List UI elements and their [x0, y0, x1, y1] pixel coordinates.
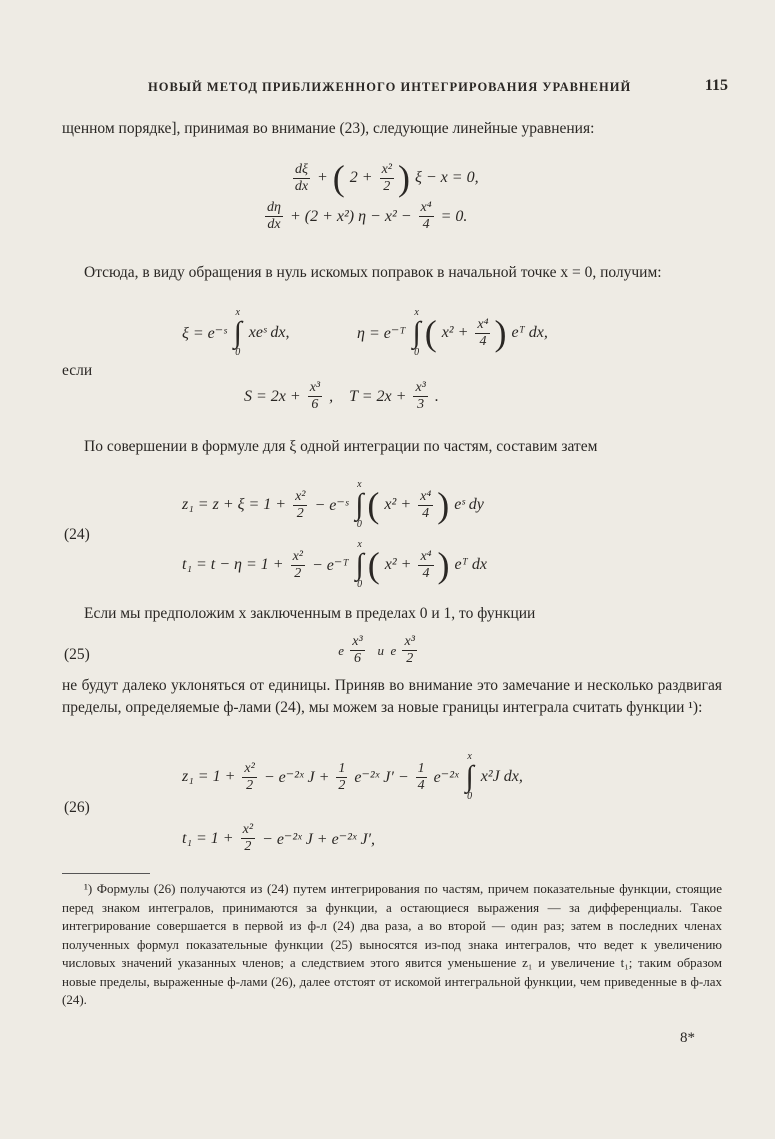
math-term: xeˢ dx, [244, 324, 294, 341]
paragraph-text: щенном порядке], принимая во внимание (23), следующие линейные уравнения: [62, 120, 595, 137]
paragraph [62, 603, 722, 625]
parenthesis: ) [398, 158, 411, 198]
numerator: dη [267, 200, 281, 215]
upper-limit: x [467, 751, 472, 762]
denominator: 6 [353, 651, 361, 666]
parenthesis: ( [367, 485, 380, 525]
denominator: 2 [296, 505, 304, 521]
fraction [419, 200, 434, 233]
math-term: x² + [380, 556, 416, 573]
lower-limit: 0 [414, 347, 420, 358]
math-term: e [335, 642, 348, 658]
denominator: 2 [406, 651, 414, 666]
fraction [308, 380, 322, 413]
parenthesis: ) [494, 313, 507, 353]
paragraph [62, 118, 722, 140]
numerator: x² [244, 760, 255, 776]
numerator: x⁴ [420, 488, 432, 504]
equation [240, 380, 443, 413]
fraction [413, 380, 427, 413]
integral [234, 308, 242, 358]
math-term: ξ − x = 0, [411, 169, 483, 186]
math-term: x²J dx, [476, 768, 527, 785]
denominator: 2 [338, 777, 346, 793]
numerator: x² [381, 161, 393, 177]
fraction [475, 317, 490, 350]
paragraph-text: Если мы предположим x заключенным в пределах 0 и 1, то функции [84, 605, 536, 622]
denominator: 4 [422, 565, 430, 581]
fraction [336, 761, 347, 794]
parenthesis: ( [367, 545, 380, 585]
lower-limit: 0 [235, 347, 241, 358]
equation [290, 160, 483, 196]
denominator: 4 [422, 505, 430, 521]
upper-limit: x [235, 307, 240, 318]
paragraph-text: если [62, 362, 93, 379]
math-term: 2 + [345, 169, 377, 186]
math-term: = 0. [436, 207, 472, 225]
equation [178, 540, 491, 590]
math-term: z₁ = z + ξ = 1 + [178, 496, 291, 513]
fraction [402, 634, 416, 667]
fraction [418, 489, 433, 522]
equation-number: (25) [64, 646, 90, 663]
fraction [418, 549, 433, 582]
math-term: − e⁻²ˣ J + e⁻²ˣ J′, [258, 830, 380, 848]
math-term: e⁻²ˣ J′ − [350, 769, 413, 786]
equation [353, 308, 552, 358]
math-term: + [313, 169, 332, 186]
integral [412, 308, 420, 358]
fraction [291, 549, 305, 582]
numerator: x³ [404, 634, 415, 649]
integral [355, 480, 363, 530]
upper-limit: x [414, 307, 419, 318]
equation [178, 752, 527, 802]
math-term: . [430, 387, 443, 405]
math-term: ξ = e⁻ˢ [178, 325, 231, 342]
denominator: 2 [383, 178, 391, 194]
upper-limit: x [357, 479, 362, 490]
math-term: − e⁻ᵀ [308, 557, 353, 574]
equation [178, 480, 488, 530]
math-term: , T = 2x + [325, 387, 411, 405]
fraction [350, 634, 364, 667]
math-term: eˢ dy [450, 496, 488, 513]
integral-sign: ∫ [412, 316, 421, 349]
lower-limit: 0 [467, 791, 473, 802]
math-term: eᵀ dx [450, 556, 491, 573]
fraction [241, 822, 255, 855]
footnote-text: ¹) Формулы (26) получаются из (24) путем интегрирования по частям, причем показательные функции, стоящие перед знаком интегралов, принимаются за функции, а остающиеся выражения — за дифференциалы. Такое интегрирование совершается в первой из ф-л (24) два раза, а во второй — один раз; затем в последних членах полученных формул показательные функции (25) выносятся из-под знака интегралов, что ведет к увеличению числовых значений указанных членов; а следствием этого явится уменьшение z₁ и увеличение t₁; таким образом новые пределы, выраженные ф-лами (26), далее отстоят от искомой интегральной функции, чем приведенные в ф-лах (24). [62, 881, 722, 1007]
integral-sign: ∫ [465, 760, 474, 793]
equation-number: (24) [64, 526, 90, 543]
denominator: 2 [246, 777, 254, 793]
math-term: t₁ = t − η = 1 + [178, 556, 288, 573]
math-term: z₁ = 1 + [178, 768, 240, 785]
denominator: 3 [417, 397, 425, 412]
math-term: e⁻²ˣ [429, 769, 463, 786]
numerator: x³ [309, 380, 321, 395]
integral [466, 752, 474, 802]
math-term: x² + [437, 324, 473, 341]
paragraph [62, 675, 722, 719]
denominator: 2 [244, 839, 252, 854]
running-title: НОВЫЙ МЕТОД ПРИБЛИЖЕННОГО ИНТЕГРИРОВАНИЯ УРАВНЕНИЙ [148, 80, 632, 94]
fraction [242, 761, 256, 794]
paragraph-text: не будут далеко уклоняться от единицы. Приняв во внимание это замечание и несколько раздвигая пределы, определяемые ф-лами (24), мы можем за новые границы интеграла считать функции ¹): [62, 677, 722, 716]
equation-number: (26) [64, 799, 90, 816]
fraction [416, 761, 427, 794]
math-term: и e [367, 642, 400, 658]
denominator: 2 [294, 565, 302, 581]
upper-limit: x [357, 539, 362, 550]
math-term: − e⁻ˢ [310, 497, 353, 514]
denominator: dx [267, 217, 281, 232]
parenthesis: ( [332, 158, 345, 198]
numerator: 1 [338, 760, 346, 776]
numerator: 1 [417, 760, 425, 776]
equation [178, 822, 379, 855]
footnote [62, 880, 722, 1010]
fraction [380, 162, 394, 195]
math-term: S = 2x + [240, 387, 305, 405]
numerator: x² [295, 488, 306, 504]
paragraph [62, 262, 722, 284]
fraction [293, 489, 307, 522]
denominator: 6 [311, 397, 319, 412]
paragraph-text: Отсюда, в виду обращения в нуль искомых поправок в начальной точке x = 0, получим: [84, 264, 662, 281]
paragraph-text: По совершении в формуле для ξ одной интеграции по частям, составим затем [84, 438, 598, 455]
equation [262, 200, 471, 233]
integral-sign: ∫ [355, 488, 364, 521]
numerator: x⁴ [420, 200, 432, 215]
lower-limit: 0 [357, 579, 363, 590]
parenthesis: ( [424, 313, 437, 353]
numerator: x⁴ [420, 548, 432, 564]
parenthesis: ) [437, 545, 450, 585]
numerator: dξ [295, 161, 308, 177]
math-term: + (2 + x²) η − x² − [285, 207, 416, 225]
paragraph [62, 360, 722, 382]
numerator: x⁴ [477, 316, 489, 332]
numerator: x² [292, 548, 303, 564]
lower-limit: 0 [356, 519, 362, 530]
math-term: − e⁻²ˣ J + [259, 769, 334, 786]
denominator: 4 [417, 777, 425, 793]
running-header [148, 77, 728, 95]
fraction [265, 200, 283, 233]
page-number: 115 [704, 77, 728, 94]
integral [356, 540, 364, 590]
denominator: 4 [422, 217, 430, 232]
denominator: 4 [479, 333, 487, 349]
paragraph [62, 436, 722, 458]
footnote-divider [62, 873, 150, 874]
parenthesis: ) [437, 485, 450, 525]
numerator: x² [242, 822, 254, 837]
equation [335, 634, 420, 667]
numerator: x³ [415, 380, 426, 395]
math-term: t₁ = 1 + [178, 829, 238, 847]
math-term: η = e⁻ᵀ [353, 325, 410, 342]
denominator: dx [294, 178, 309, 194]
numerator: x³ [352, 634, 363, 649]
math-term: eᵀ dx, [507, 324, 552, 341]
equation [178, 308, 293, 358]
math-term: x² + [380, 496, 416, 513]
signature-mark: 8* [680, 1030, 695, 1046]
integral-sign: ∫ [355, 548, 364, 581]
integral-sign: ∫ [233, 316, 242, 349]
fraction [293, 162, 310, 195]
